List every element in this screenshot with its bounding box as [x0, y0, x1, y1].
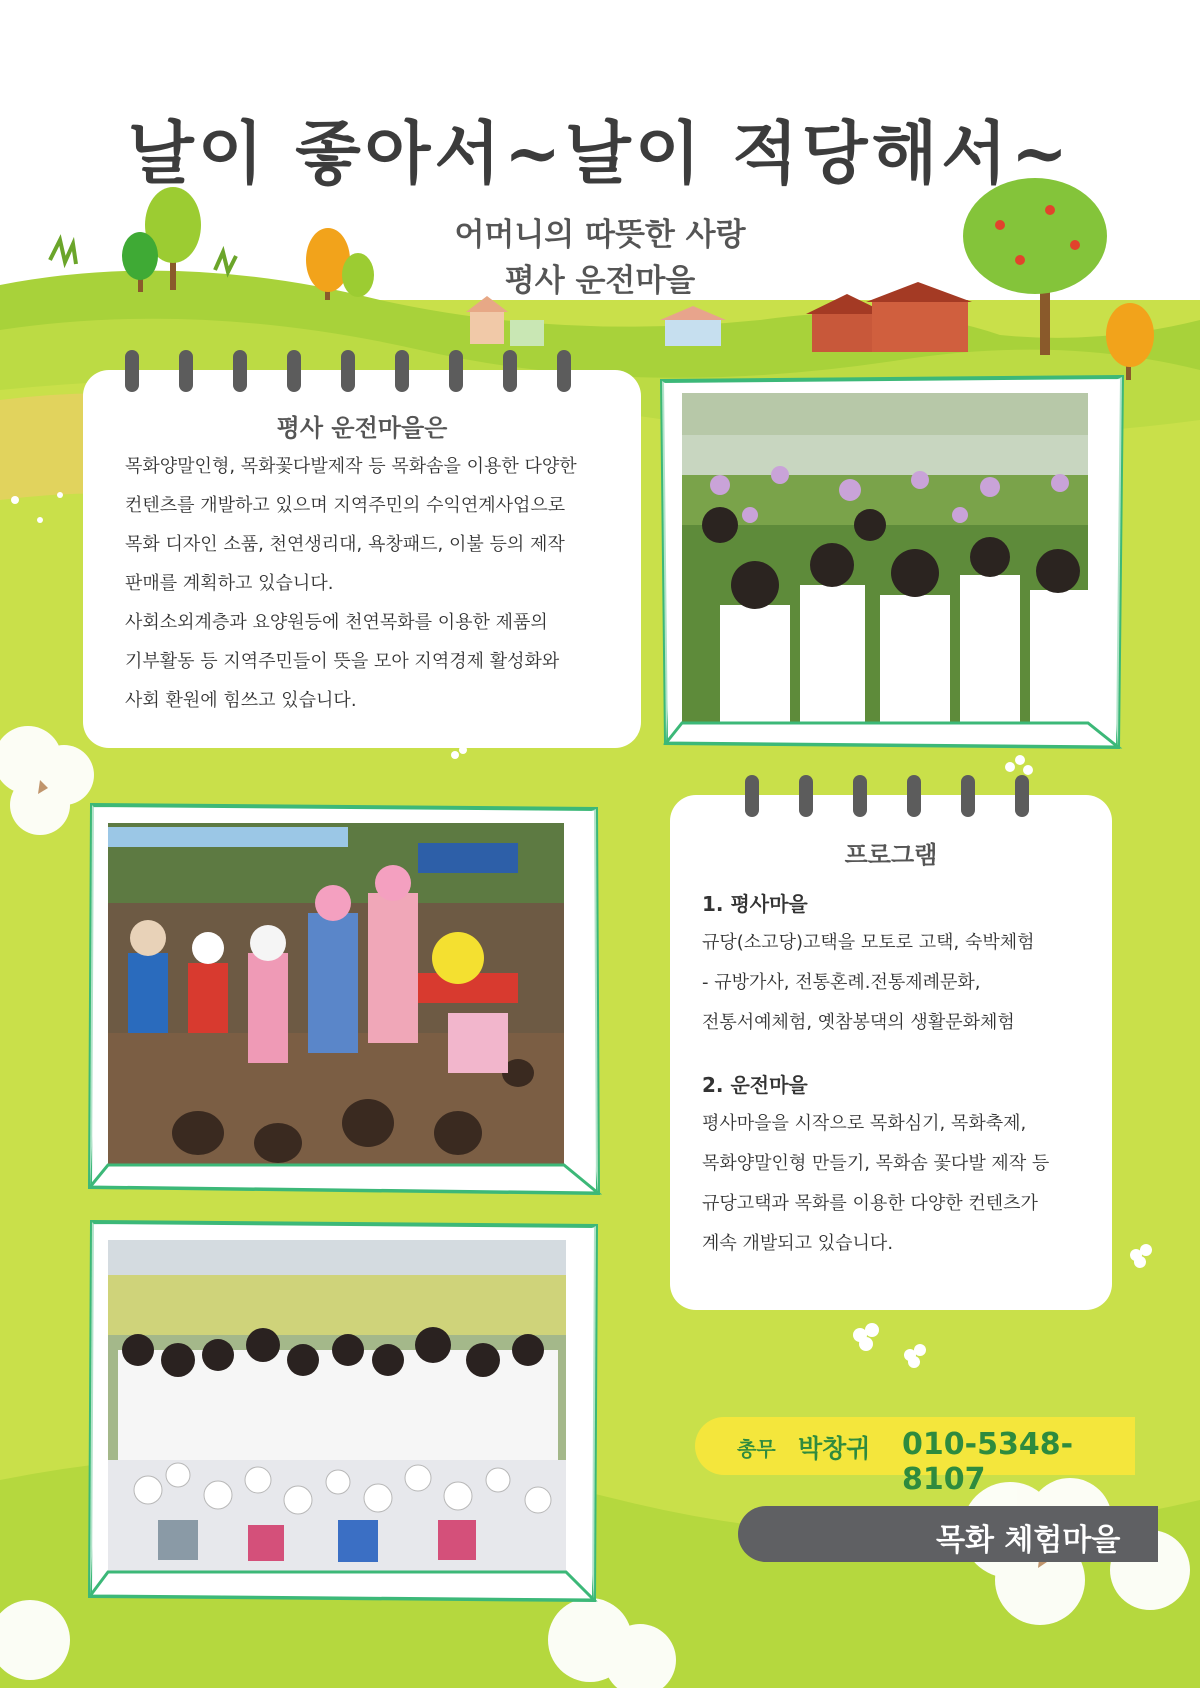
- intro-text: [125, 447, 641, 720]
- intro-line: 사회소외계층과 요양원등에 천연목화를 이용한 제품의: [125, 612, 548, 633]
- brand-bar: [738, 1506, 1158, 1562]
- program-card: [670, 795, 1112, 1310]
- program-section-2-line: 평사마을을 시작으로 목화심기, 목화축제,: [702, 1113, 1027, 1134]
- ring-binding: [449, 350, 463, 392]
- intro-line: 컨텐츠를 개발하고 있으며 지역주민의 수익연계사업으로: [125, 495, 566, 516]
- ring-binding: [1015, 775, 1029, 817]
- ring-binding: [745, 775, 759, 817]
- intro-line: 기부활동 등 지역주민들이 뜻을 모아 지역경제 활성화와: [125, 651, 560, 672]
- intro-line: 판매를 계획하고 있습니다.: [125, 573, 334, 594]
- brand-label: 목화 체험마을: [936, 1523, 1121, 1558]
- intro-card-rings: [125, 350, 571, 392]
- program-section-1-line: - 규방가사, 전통혼례.전통제례문화,: [702, 972, 981, 993]
- ring-binding: [503, 350, 517, 392]
- ring-binding: [179, 350, 193, 392]
- contact-role: 총무: [737, 1437, 776, 1461]
- intro-card: [83, 370, 641, 748]
- page-title: 날이 좋아서~날이 적당해서~: [128, 114, 1072, 194]
- contact-bar: [695, 1417, 1135, 1497]
- program-section-2-line: 규당고택과 목화를 이용한 다양한 컨텐츠가: [702, 1193, 1038, 1214]
- photo-children-flower-field: [660, 375, 1124, 750]
- program-heading: 프로그램: [844, 841, 938, 869]
- ring-binding: [395, 350, 409, 392]
- photo-scarecrows: [88, 803, 602, 1195]
- ring-binding: [287, 350, 301, 392]
- program-content: [702, 888, 1112, 1264]
- photo-cotton-bouquets: [88, 1220, 600, 1602]
- subtitle-line-2: 평사 운전마을: [504, 263, 696, 299]
- ring-binding: [341, 350, 355, 392]
- program-section-1-line: 전통서예체험, 옛참봉댁의 생활문화체험: [702, 1012, 1015, 1033]
- intro-line: 사회 환원에 힘쓰고 있습니다.: [125, 690, 357, 711]
- contact-name: 박창귀: [798, 1434, 871, 1463]
- ring-binding: [907, 775, 921, 817]
- program-section-2-line: 계속 개발되고 있습니다.: [702, 1233, 894, 1254]
- program-card-rings: [745, 775, 1029, 817]
- intro-line: 목화 디자인 소품, 천연생리대, 욕창패드, 이불 등의 제작: [125, 534, 565, 555]
- subtitle-line-1: 어머니의 따뜻한 사랑: [454, 217, 746, 253]
- program-section-1-line: 규당(소고당)고택을 모토로 고택, 숙박체험: [702, 932, 1035, 953]
- ring-binding: [233, 350, 247, 392]
- ring-binding: [799, 775, 813, 817]
- program-section-1-title: 1. 평사마을: [702, 892, 808, 916]
- page-subtitle: [0, 212, 1200, 304]
- ring-binding: [557, 350, 571, 392]
- ring-binding: [125, 350, 139, 392]
- contact-phone: 010-5348-8107: [902, 1427, 1074, 1497]
- program-section-2-title: 2. 운전마을: [702, 1073, 808, 1097]
- intro-line: 목화양말인형, 목화꽃다발제작 등 목화솜을 이용한 다양한: [125, 456, 577, 477]
- ring-binding: [961, 775, 975, 817]
- program-section-2-line: 목화양말인형 만들기, 목화솜 꽃다발 제작 등: [702, 1153, 1050, 1174]
- intro-heading: 평사 운전마을은: [276, 414, 448, 442]
- ring-binding: [853, 775, 867, 817]
